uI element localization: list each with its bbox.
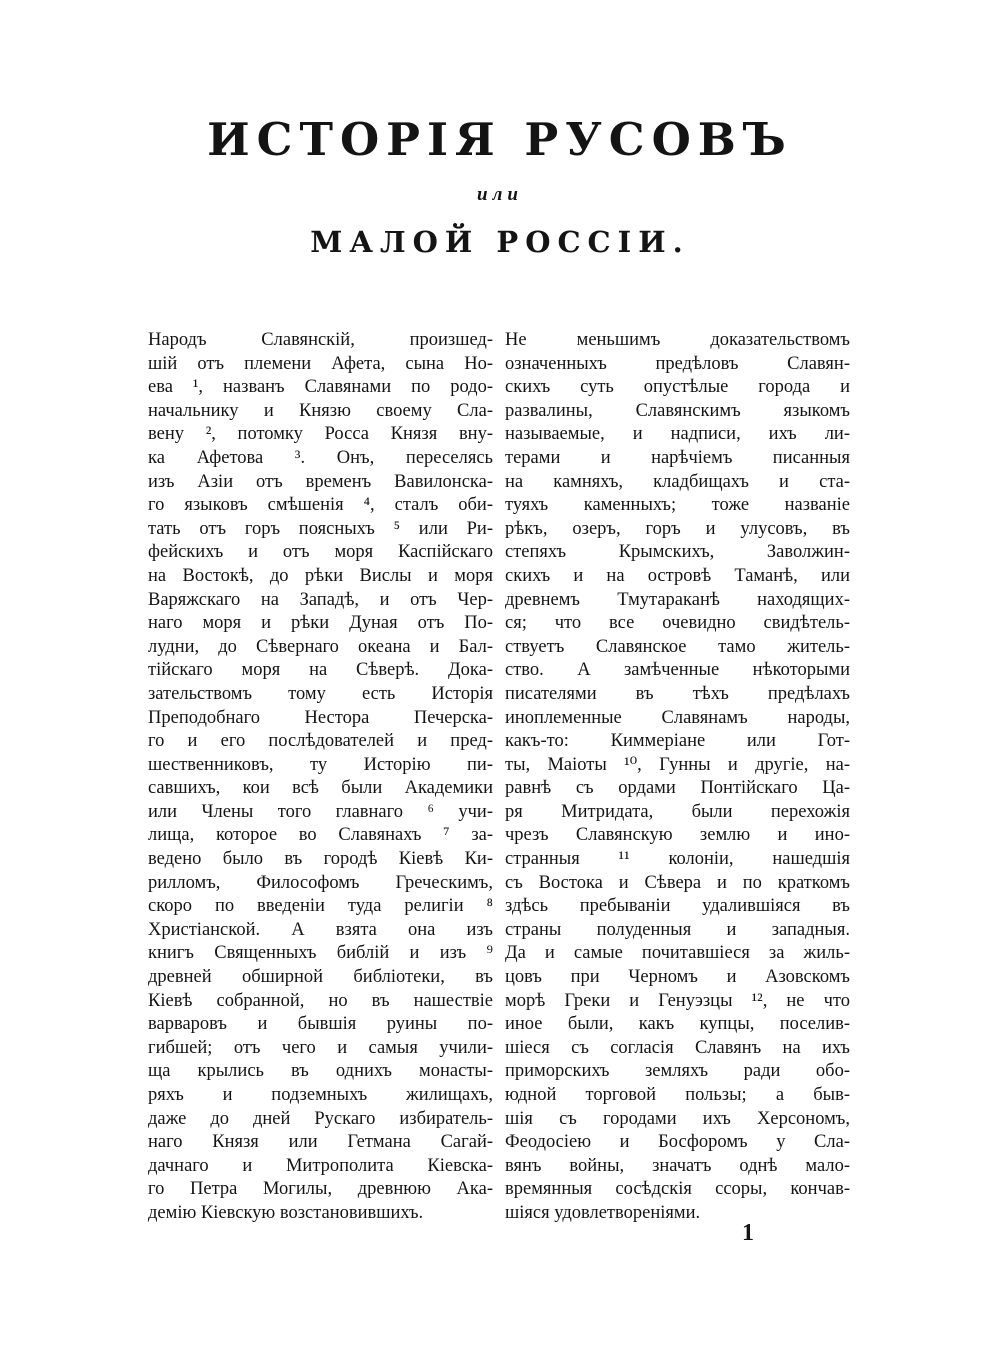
text-line: древней обширной библіотеки, въ — [148, 967, 493, 988]
text-line: древнемъ Тмутараканѣ находящих- — [505, 589, 850, 610]
text-line: ся; что все очевидно свидѣтель- — [505, 613, 850, 634]
text-line: времянныя сосѣдскія ссоры, кончав- — [505, 1179, 850, 1200]
text-line: шіяся удовлетвореніями. — [505, 1202, 701, 1223]
text-line: писателями въ тѣхъ предѣлахъ — [505, 683, 850, 704]
text-line: книгъ Священныхъ библій и изъ ⁹ — [148, 943, 493, 964]
text-line: савшихъ, кои всѣ были Академики — [148, 778, 493, 799]
text-line: какъ-то: Киммеріане или Гот- — [505, 731, 850, 752]
text-line: ведено было въ городѣ Кіевѣ Ки- — [148, 849, 493, 870]
text-line: начальнику и Князю своему Сла- — [148, 400, 493, 421]
text-line: наго моря и рѣки Дуная отъ По- — [148, 613, 493, 634]
page-title: ИСТОРІЯ РУСОВЪ — [207, 113, 793, 166]
text-line: тійскаго моря на Сѣверѣ. Дока- — [148, 660, 493, 681]
text-line: ряхъ и подземныхъ жилищахъ, — [148, 1085, 493, 1105]
text-line: означенныхъ предѣловъ Славян- — [505, 353, 850, 374]
text-line: приморскихъ земляхъ ради обо- — [505, 1061, 850, 1082]
text-line: го Петра Могилы, древнюю Ака- — [148, 1179, 493, 1200]
text-line: терами и нарѣчіемъ писанныя — [505, 447, 850, 468]
text-line: рилломъ, Философомъ Греческимъ, — [148, 872, 493, 893]
text-line: называемые, и надписи, ихъ ли- — [505, 424, 850, 445]
page-subtitle: МАЛОЙ РОССІИ. — [310, 225, 690, 259]
text-line: Народъ Славянскій, произшед- — [148, 330, 493, 350]
text-line: тать отъ горъ поясныхъ ⁵ или Ри- — [148, 518, 493, 539]
text-line: Преподобнаго Нестора Печерска- — [148, 707, 493, 728]
text-line: иное были, какъ купцы, поселив- — [505, 1014, 850, 1035]
text-line: скоро по введеніи туда религіи ⁸ — [148, 896, 493, 917]
text-line: лища, которое во Славянахъ ⁷ за- — [148, 825, 493, 846]
text-line: Не меньшимъ доказательствомъ — [505, 330, 850, 350]
text-line: чрезъ Славянскую землю и ино- — [505, 825, 850, 846]
text-line: демію Кіевскую возстановившихъ. — [148, 1202, 424, 1223]
text-line: Феодосіею и Босфоромъ у Сла- — [505, 1132, 850, 1153]
text-line: ство. А замѣченные нѣкоторыми — [505, 660, 850, 681]
text-line: ты, Маіоты ¹⁰, Гунны и другіе, на- — [505, 754, 850, 775]
text-line: вянъ войны, значатъ однѣ мало- — [505, 1155, 850, 1176]
text-column-right — [505, 329, 850, 1226]
text-line: ща крылись въ однихъ монасты- — [148, 1061, 493, 1082]
text-line: шіеся съ согласія Славянъ на ихъ — [505, 1037, 850, 1058]
text-line: морѣ Греки и Генуэзцы ¹², не что — [505, 990, 850, 1011]
text-line: рѣкъ, озеръ, горъ и улусовъ, въ — [505, 518, 850, 539]
text-line: Христіанской. А взята она изъ — [148, 919, 493, 940]
text-line: фейскихъ и отъ моря Каспійскаго — [148, 542, 493, 563]
text-line: лудни, до Сѣвернаго океана и Бал- — [148, 636, 493, 657]
title-conjunction: или — [477, 184, 523, 205]
text-line: вену ², потомку Росса Князя вну- — [148, 424, 493, 445]
text-line: юдной торговой пользы; а быв- — [505, 1085, 850, 1105]
text-line: го и его послѣдователей и пред- — [148, 731, 493, 752]
text-line: иноплеменные Славянамъ народы, — [505, 707, 850, 728]
text-line: странныя ¹¹ колоніи, нашедшія — [505, 849, 850, 870]
text-line: Варяжскаго на Западѣ, и отъ Чер- — [148, 589, 493, 610]
text-line: ка Афетова ³. Онъ, переселясь — [148, 447, 493, 468]
text-line: ря Митридата, были перехожія — [505, 801, 850, 822]
text-line: на Востокѣ, до рѣки Вислы и моря — [148, 565, 493, 586]
text-line: гибшей; отъ чего и самыя учили- — [148, 1037, 493, 1058]
text-line: ствуетъ Славянское тамо житель- — [505, 636, 850, 657]
text-line: скихъ и на островѣ Таманѣ, или — [505, 565, 850, 586]
text-line: цовъ при Черномъ и Азовскомъ — [505, 967, 850, 988]
text-line: изъ Азіи отъ временъ Вавилонска- — [148, 471, 493, 492]
text-line: даже до дней Рускаго избиратель- — [148, 1108, 493, 1129]
text-line: туяхъ каменныхъ; тоже названіе — [505, 495, 850, 516]
text-line: наго Князя или Гетмана Сагай- — [148, 1132, 493, 1153]
text-line: здѣсь пребываніи удалившіяся въ — [505, 896, 850, 917]
text-line: дачнаго и Митрополита Кіевска- — [148, 1155, 493, 1176]
text-line: ева ¹, названъ Славянами по родо- — [148, 377, 493, 398]
text-column-left — [148, 329, 493, 1226]
text-line: варваровъ и бывшія руины по- — [148, 1014, 493, 1035]
text-line: шій отъ племени Афета, сына Но- — [148, 353, 493, 374]
text-line: скихъ суть опустѣлые города и — [505, 377, 850, 398]
text-line: степяхъ Крымскихъ, Заволжин- — [505, 542, 850, 563]
text-line: зательствомъ тому есть Исторія — [148, 683, 493, 704]
text-line: шественниковъ, ту Исторію пи- — [148, 754, 493, 775]
text-line: развалины, Славянскимъ языкомъ — [505, 400, 850, 421]
text-line: или Члены того главнаго ⁶ учи- — [148, 801, 493, 822]
text-line: равнѣ съ ордами Понтійскаго Ца- — [505, 778, 850, 799]
text-line: на камняхъ, кладбищахъ и ста- — [505, 471, 850, 492]
text-line: го языковъ смѣшенія ⁴, сталъ оби- — [148, 495, 493, 516]
text-line: Да и самые почитавшіеся за жиль- — [505, 943, 850, 964]
text-line: съ Востока и Сѣвера и по краткомъ — [505, 872, 850, 893]
page-number: 1 — [742, 1220, 754, 1246]
text-line: шія съ городами ихъ Херсономъ, — [505, 1108, 850, 1129]
text-line: Кіевѣ собранной, но въ нашествіе — [148, 990, 493, 1011]
text-line: страны полуденныя и западныя. — [505, 919, 850, 940]
